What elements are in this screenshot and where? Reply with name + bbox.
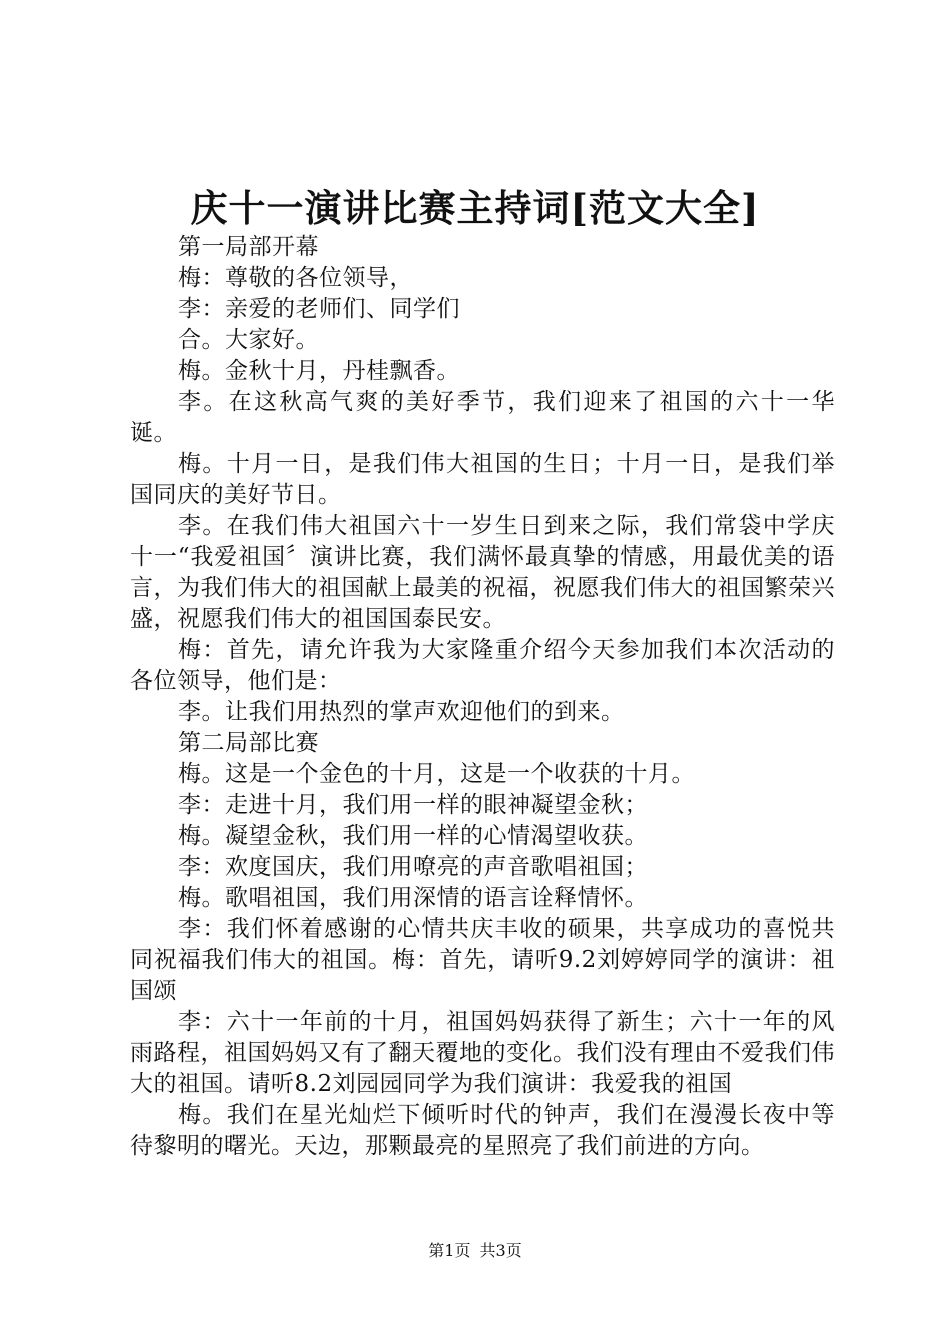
paragraph: 梅。凝望金秋，我们用一样的心情渴望收获。	[178, 823, 648, 849]
paragraph: 李：六十一年前的十月，祖国妈妈获得了新生；六十一年的风雨路程，祖国妈妈又有了翻天覆地的变化。我们没有理由不爱我们伟大的祖国。请听8.2刘园园同学为我们演讲：我爱我的祖国	[130, 1009, 835, 1097]
page-total: 共3页	[479, 1241, 522, 1260]
paragraph: 第一局部开幕	[178, 234, 319, 260]
paragraph: 梅。十月一日，是我们伟大祖国的生日；十月一日，是我们举国同庆的美好节日。	[130, 451, 835, 508]
paragraph: 梅。歌唱祖国，我们用深情的语言诠释情怀。	[178, 885, 648, 911]
paragraph: 李：欢度国庆，我们用嘹亮的声音歌唱祖国；	[178, 854, 648, 880]
page-footer	[0, 1240, 950, 1262]
paragraph: 梅。这是一个金色的十月，这是一个收获的十月。	[178, 761, 695, 787]
paragraph: 梅：尊敬的各位领导，	[178, 265, 413, 291]
paragraph: 梅：首先，请允许我为大家隆重介绍今天参加我们本次活动的各位领导，他们是：	[130, 637, 835, 694]
paragraph: 梅。我们在星光灿烂下倾听时代的钟声，我们在漫漫长夜中等待黎明的曙光。天边，那颗最亮的星照亮了我们前进的方向。	[130, 1102, 835, 1159]
paragraph: 李。在我们伟大祖国六十一岁生日到来之际，我们常袋中学庆十一“我爱祖国〞演讲比赛，我们满怀最真挚的情感，用最优美的语言，为我们伟大的祖国献上最美的祝福，祝愿我们伟大的祖国繁荣兴盛，祝愿我们伟大的祖国国泰民安。	[130, 513, 835, 632]
document-body	[130, 232, 835, 1162]
page-number: 第1页	[428, 1241, 471, 1260]
paragraph: 李：走进十月，我们用一样的眼神凝望金秋；	[178, 792, 648, 818]
paragraph: 第二局部比赛	[178, 730, 319, 756]
paragraph: 李：亲爱的老师们、同学们	[178, 296, 460, 322]
paragraph: 李：我们怀着感谢的心情共庆丰收的硕果，共享成功的喜悦共同祝福我们伟大的祖国。梅：首先，请听9.2刘婷婷同学的演讲：祖国颂	[130, 916, 835, 1004]
paragraph: 梅。金秋十月，丹桂飘香。	[178, 358, 460, 384]
paragraph: 李。在这秋高气爽的美好季节，我们迎来了祖国的六十一华诞。	[130, 389, 835, 446]
paragraph: 合。大家好。	[178, 327, 319, 353]
document-title: 庆十一演讲比赛主持词[范文大全]	[190, 186, 760, 230]
paragraph: 李。让我们用热烈的掌声欢迎他们的到来。	[178, 699, 625, 725]
